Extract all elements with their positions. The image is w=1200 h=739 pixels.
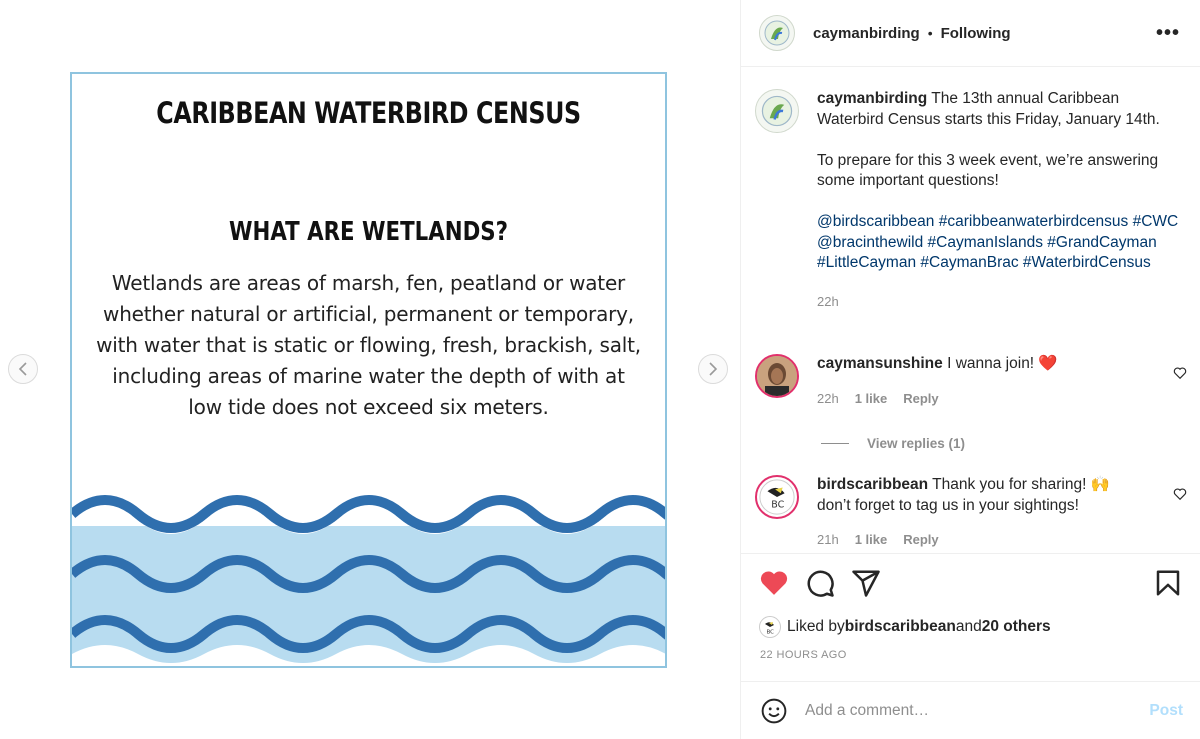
like-comment-icon[interactable]: [1173, 487, 1187, 501]
view-replies-button[interactable]: [821, 436, 965, 451]
carousel-slide: [70, 72, 667, 668]
svg-text:BC: BC: [766, 629, 775, 636]
tag-link[interactable]: #CWC: [1132, 213, 1179, 230]
comment-username[interactable]: caymansunshine: [817, 355, 943, 372]
caption-time[interactable]: 22h: [817, 293, 839, 309]
avatar[interactable]: [759, 15, 795, 51]
emoji-icon[interactable]: [761, 698, 787, 724]
comment-item: [755, 354, 1187, 409]
chevron-left-icon: [18, 362, 28, 376]
tag-link[interactable]: @birdscaribbean: [817, 213, 935, 230]
reply-button[interactable]: Reply: [903, 532, 939, 547]
tag-link[interactable]: #GrandCayman: [1047, 233, 1157, 251]
post-header: [741, 0, 1200, 67]
divider: [821, 443, 849, 444]
birdscaribbean-logo-icon: [760, 617, 780, 637]
following-button[interactable]: Following: [940, 24, 1011, 42]
more-options-icon[interactable]: •••: [1155, 22, 1180, 44]
carousel-next-button[interactable]: [698, 354, 728, 384]
likes-summary[interactable]: [759, 616, 1051, 638]
birdscaribbean-logo-icon: [758, 478, 796, 516]
like-comment-icon[interactable]: [1173, 366, 1187, 380]
likes-prefix: Liked by: [787, 618, 845, 635]
add-comment-bar: [741, 681, 1200, 739]
caption-username[interactable]: caymanbirding: [817, 90, 928, 107]
tag-link[interactable]: #caribbeanwaterbirdcensus: [938, 213, 1129, 230]
comments-list[interactable]: [741, 67, 1200, 553]
avatar: [759, 616, 781, 638]
svg-text:BC: BC: [771, 499, 785, 511]
caption-text: The 13th annual Caribbean Waterbird Census starts this Friday, January 14th. To prepare for this 3 week event, we’re answering some important questions!: [817, 90, 1160, 189]
share-icon[interactable]: [851, 568, 881, 598]
comment-input[interactable]: [805, 702, 1125, 720]
separator-dot: •: [927, 25, 933, 41]
bird-logo-icon: [763, 19, 791, 47]
tag-link[interactable]: #CaymanBrac: [920, 254, 1019, 271]
heart-filled-icon[interactable]: [759, 568, 789, 598]
comment-likes[interactable]: 1 like: [854, 390, 888, 406]
header-username[interactable]: caymanbirding: [813, 24, 920, 42]
post-timestamp[interactable]: 22 HOURS AGO: [760, 649, 847, 661]
slide-title: CARIBBEAN WATERBIRD CENSUS: [156, 96, 581, 130]
tag-link[interactable]: #CaymanIslands: [927, 233, 1043, 251]
comment-text: I wanna join! ❤️: [942, 355, 1058, 372]
reply-button[interactable]: Reply: [903, 390, 939, 406]
comment-username[interactable]: birdscaribbean: [817, 476, 929, 493]
view-replies-label: View replies (1): [867, 436, 966, 451]
comment-time[interactable]: 21h: [817, 532, 839, 547]
post-button[interactable]: Post: [1149, 701, 1183, 719]
comment-likes[interactable]: 1 like: [854, 532, 888, 547]
comment-time[interactable]: 22h: [817, 390, 839, 406]
comment-item: [755, 475, 1187, 551]
post-actions: [741, 553, 1200, 681]
person-photo-icon: [757, 356, 797, 396]
tag-link[interactable]: #WaterbirdCensus: [1022, 254, 1151, 271]
likes-user[interactable]: birdscaribbean: [844, 618, 956, 635]
caption: [755, 89, 1187, 312]
post-side-panel: [740, 0, 1200, 739]
comment-text: Thank you for sharing! 🙌 don’t forget to tag us in your sightings!: [817, 476, 1110, 514]
chevron-right-icon: [708, 362, 718, 376]
bookmark-icon[interactable]: [1153, 568, 1183, 598]
avatar[interactable]: [755, 475, 799, 519]
likes-middle: and: [955, 618, 982, 635]
avatar[interactable]: [755, 89, 799, 133]
slide-heading: WHAT ARE WETLANDS?: [228, 217, 509, 247]
likes-others[interactable]: 20 others: [981, 618, 1051, 635]
tag-link[interactable]: #LittleCayman: [817, 254, 917, 271]
slide-body: Wetlands are areas of marsh, fen, peatland or water whether natural or artificial, permanent or temporary, with water that is static or flowing, fresh, brackish, salt, including areas of marine water the depth of with at low tide does not exceed six meters.: [96, 271, 641, 419]
comment-icon[interactable]: [805, 568, 835, 598]
waves-graphic: [72, 486, 667, 666]
bird-logo-icon: [760, 94, 794, 128]
carousel-prev-button[interactable]: [8, 354, 38, 384]
tag-link[interactable]: @bracinthewild: [817, 233, 924, 251]
avatar[interactable]: [755, 354, 799, 398]
